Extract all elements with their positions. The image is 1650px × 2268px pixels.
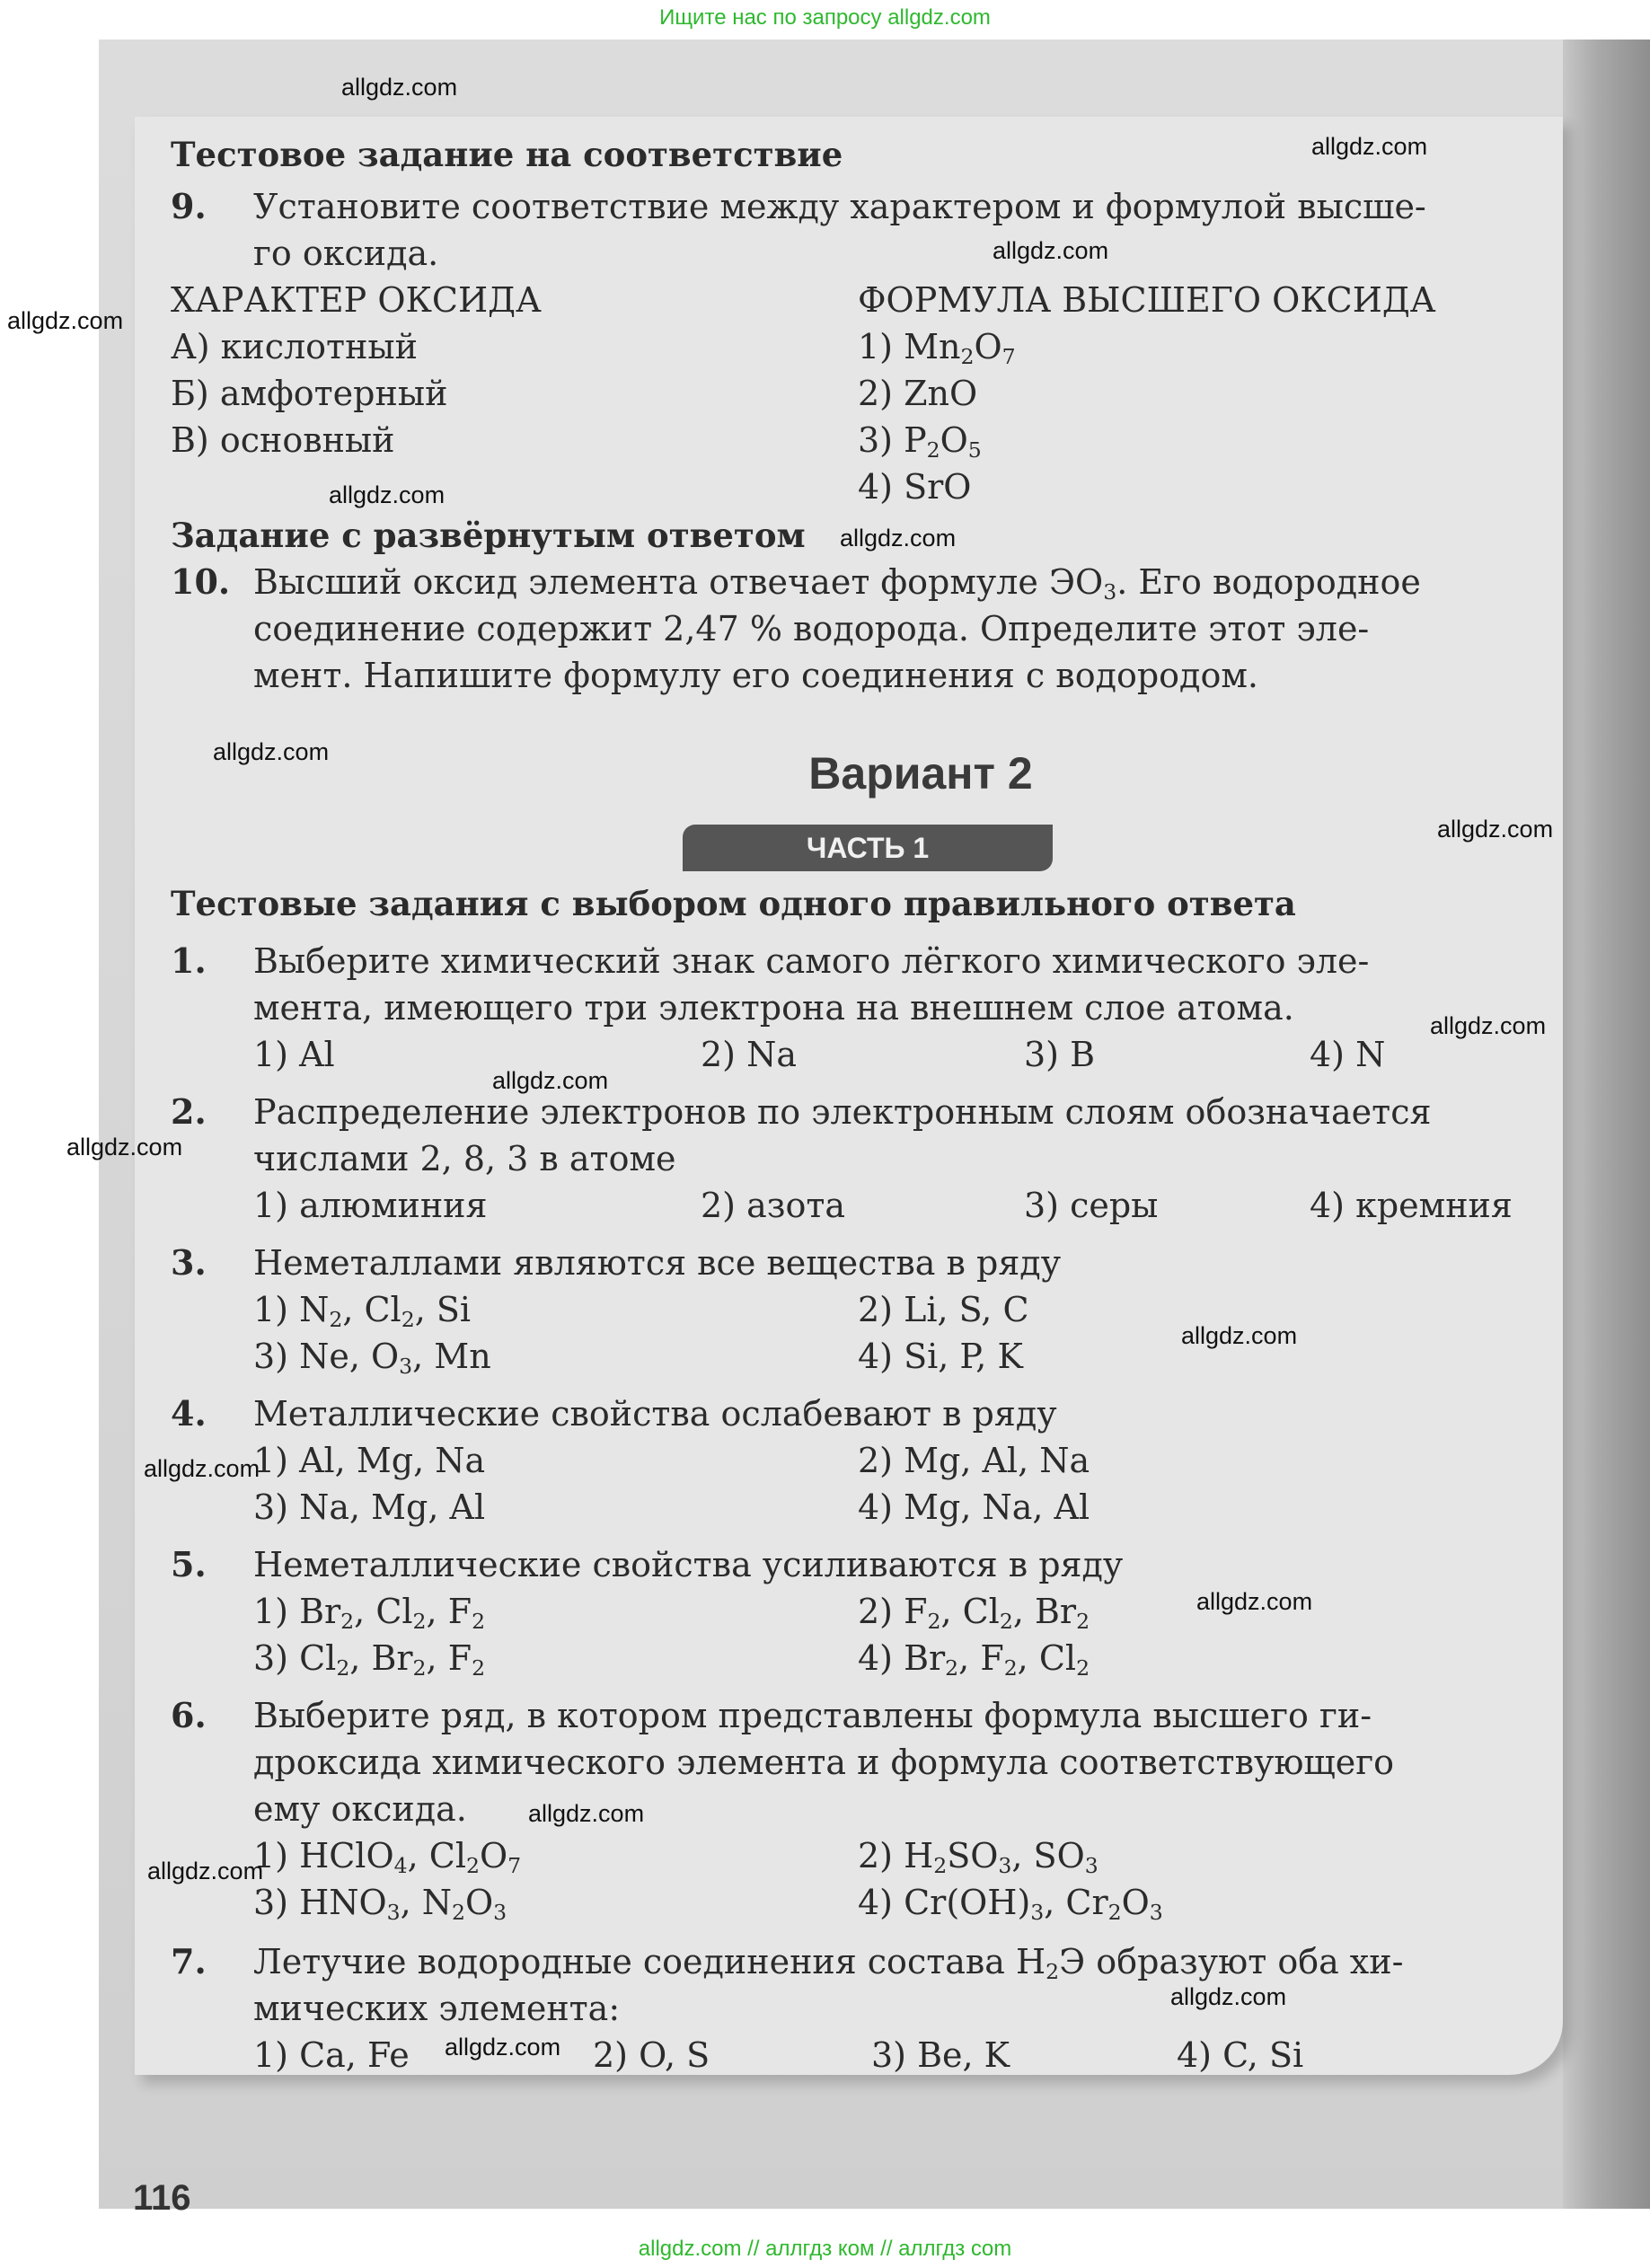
watermark: allgdz.com	[144, 1455, 260, 1482]
q10-text-line2: соединение содержит 2,47 % водорода. Определите этот эле-	[253, 609, 1370, 649]
q9-text-line1: Установите соответствие между характером и формулой высше-	[253, 187, 1426, 226]
q9-right-item-2: 2) ZnO	[858, 374, 978, 413]
q7-text-line1: Летучие водородные соединения состава $H_2Э$ образуют оба хи-	[253, 1942, 1404, 1984]
q2-option-4: 4) кремния	[1310, 1186, 1513, 1225]
q6-number: 6.	[171, 1695, 207, 1735]
watermark: allgdz.com	[840, 525, 957, 552]
q4-option-2: 2) Mg, Al, Na	[858, 1441, 1090, 1480]
q1-option-3: 3) B	[1024, 1035, 1096, 1074]
q3-option-4: 4) Si, P, K	[858, 1337, 1023, 1376]
q1-text-line1: Выберите химический знак самого лёгкого химического эле-	[253, 941, 1370, 981]
book-spine-shadow	[1563, 40, 1650, 2209]
watermark: allgdz.com	[7, 307, 124, 334]
q5-option-2: 2) $F_2$, $Cl_2$, $Br_2$	[858, 1592, 1090, 1634]
q2-option-1: 1) алюминия	[253, 1186, 488, 1225]
watermark: allgdz.com	[1430, 1012, 1547, 1039]
q1-option-4: 4) N	[1310, 1035, 1386, 1074]
q3-option-2: 2) Li, S, C	[858, 1290, 1029, 1329]
q9-left-column-header: ХАРАКТЕР ОКСИДА	[171, 280, 542, 320]
q7-option-4: 4) C, Si	[1177, 2035, 1304, 2075]
q1-number: 1.	[171, 940, 207, 981]
section-heading-choice: Тестовые задания с выбором одного правильного ответа	[171, 884, 1296, 923]
q6-option-1: 1) HClO$_4$, $Cl_2O_7$	[253, 1836, 522, 1878]
watermark: allgdz.com	[993, 237, 1109, 264]
watermark: allgdz.com	[147, 1858, 264, 1884]
q6-option-3: 3) $HNO_3$, $N_2O_3$	[253, 1883, 507, 1925]
q9-number: 9.	[171, 186, 207, 226]
q6-option-4: 4) $Cr(OH)_3$, $Cr_2O_3$	[858, 1883, 1163, 1925]
q7-option-3: 3) Be, K	[871, 2035, 1010, 2075]
q9-right-item-3: 3) $P_2O_5$	[858, 420, 982, 463]
q7-option-1: 1) Ca, Fe	[253, 2035, 410, 2075]
q4-option-4: 4) Mg, Na, Al	[858, 1487, 1090, 1527]
watermark: allgdz.com	[1181, 1322, 1298, 1349]
q7-text-line2: мических элемента:	[253, 1989, 621, 2028]
q5-option-3: 3) $Cl_2$, $Br_2$, $F_2$	[253, 1638, 486, 1681]
q4-number: 4.	[171, 1393, 207, 1434]
q9-text-line2: го оксида.	[253, 234, 439, 273]
variant-title: Вариант 2	[808, 748, 1033, 799]
q10-text-line3: мент. Напишите формулу его соединения с водородом.	[253, 656, 1258, 695]
watermark: allgdz.com	[1311, 133, 1428, 160]
watermark: allgdz.com	[528, 1800, 645, 1827]
q6-text-line1: Выберите ряд, в котором представлены формула высшего ги-	[253, 1696, 1372, 1735]
q4-option-3: 3) Na, Mg, Al	[253, 1487, 486, 1527]
q1-option-2: 2) Na	[701, 1035, 797, 1074]
watermark: allgdz.com	[1196, 1588, 1313, 1615]
q5-option-1: 1) $Br_2$, $Cl_2$, $F_2$	[253, 1592, 486, 1634]
page-number: 116	[133, 2178, 191, 2218]
q4-option-1: 1) Al, Mg, Na	[253, 1441, 486, 1480]
watermark: allgdz.com	[213, 738, 330, 765]
watermark: allgdz.com	[341, 74, 458, 101]
q9-left-item-a: А) кислотный	[171, 327, 418, 366]
q5-text-line1: Неметаллические свойства усиливаются в ряду	[253, 1545, 1124, 1584]
watermark: allgdz.com	[492, 1067, 609, 1094]
q1-option-1: 1) Al	[253, 1035, 335, 1074]
q3-option-3: 3) Ne, $O_3$, Mn	[253, 1337, 491, 1379]
section-heading-open: Задание с развёрнутым ответом	[171, 516, 806, 555]
watermark: allgdz.com	[1437, 816, 1554, 843]
watermark: allgdz.com	[445, 2034, 561, 2061]
footer-links[interactable]: allgdz.com // аллгдз ком // аллгдз com	[638, 2237, 1012, 2261]
section-heading-match: Тестовое задание на соответствие	[171, 135, 843, 174]
q7-number: 7.	[171, 1941, 207, 1981]
top-search-banner[interactable]: Ищите нас по запросу allgdz.com	[659, 5, 991, 30]
q9-right-item-1: 1) $Mn_2O_7$	[858, 327, 1016, 369]
q9-right-column-header: ФОРМУЛА ВЫСШЕГО ОКСИДА	[858, 280, 1436, 320]
q6-option-2: 2) $H_2SO_3$, $SO_3$	[858, 1836, 1099, 1878]
q3-number: 3.	[171, 1242, 207, 1283]
q3-option-1: 1) $N_2$, $Cl_2$, Si	[253, 1290, 472, 1332]
q5-option-4: 4) $Br_2$, $F_2$, $Cl_2$	[858, 1638, 1090, 1681]
q2-number: 2.	[171, 1091, 207, 1132]
q2-text-line2: числами 2, 8, 3 в атоме	[253, 1139, 676, 1178]
watermark: allgdz.com	[1170, 1983, 1287, 2010]
q10-text-line1: Высший оксид элемента отвечает формуле $ЭО_3$. Его водородное	[253, 562, 1421, 605]
q6-text-line2: дроксида химического элемента и формула соответствующего	[253, 1743, 1395, 1782]
q7-option-2: 2) O, S	[593, 2035, 710, 2075]
q2-text-line1: Распределение электронов по электронным слоям обозначается	[253, 1092, 1432, 1132]
q4-text-line1: Металлические свойства ослабевают в ряду	[253, 1394, 1057, 1434]
q9-left-item-c: В) основный	[171, 420, 395, 460]
q2-option-3: 3) серы	[1024, 1186, 1159, 1225]
q1-text-line2: мента, имеющего три электрона на внешнем слое атома.	[253, 988, 1294, 1028]
watermark: allgdz.com	[329, 481, 446, 508]
q10-number: 10.	[171, 561, 231, 602]
part-banner: ЧАСТЬ 1	[683, 825, 1053, 871]
q3-text-line1: Неметаллами являются все вещества в ряду	[253, 1243, 1062, 1283]
q9-right-item-4: 4) SrO	[858, 467, 972, 507]
q9-left-item-b: Б) амфотерный	[171, 374, 448, 413]
q2-option-2: 2) азота	[701, 1186, 846, 1225]
q6-text-line3: ему оксида.	[253, 1789, 467, 1829]
q5-number: 5.	[171, 1544, 207, 1584]
watermark: allgdz.com	[66, 1134, 183, 1160]
